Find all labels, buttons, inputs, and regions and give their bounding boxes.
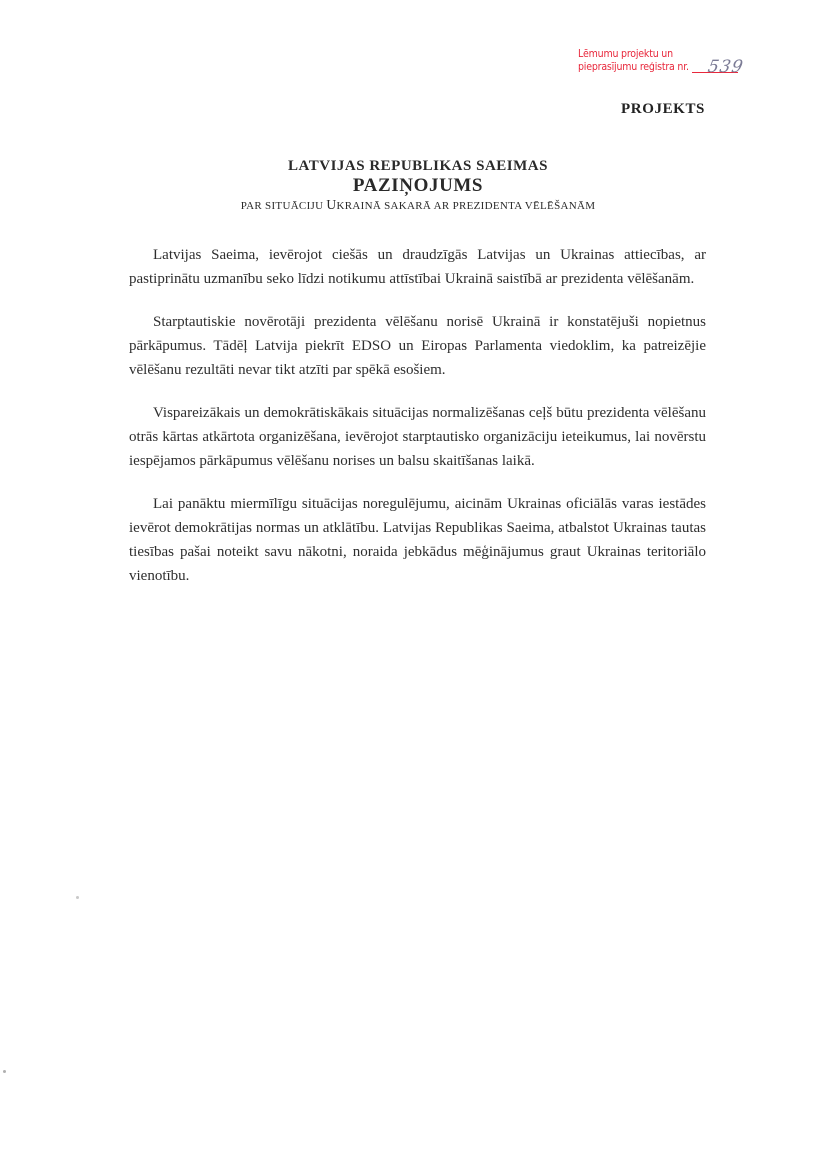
stamp-number-handwritten: 539 [705, 57, 745, 77]
stamp-line-2 [578, 57, 745, 77]
body-paragraph: Lai panāktu miermīlīgu situācijas noregulējumu, aicinām Ukrainas oficiālās varas iestādes ievērot demokrātijas normas un atklātību. Latvijas Republikas Saeima, atbalstot Ukrainas tautas tiesības pašai noteikt savu nākotni, noraida jebkādus mēģinājumus graut Ukrainas teritoriālo vienotību. [129, 496, 706, 584]
stamp-number-field [692, 57, 745, 77]
title-issuer: LATVIJAS REPUBLIKAS SAEIMAS [288, 158, 548, 174]
registry-stamp [578, 48, 745, 77]
body-paragraph: Latvijas Saeima, ievērojot ciešās un draudzīgās Latvijas un Ukrainas attiecības, ar pastiprinātu uzmanību seko līdzi notikumu attīstībai Ukrainā saistībā ar prezidenta vēlēšanām. [129, 247, 706, 287]
document-title [0, 157, 820, 213]
title-subject: PAR SITUĀCIJU UKRAINĀ SAKARĀ AR PREZIDENTA VĒLĒŠANĀM [240, 197, 596, 212]
title-document-type: PAZIŅOJUMS [352, 175, 484, 196]
body-paragraph: Starptautiskie novērotāji prezidenta vēlēšanu norisē Ukrainā ir konstatējuši nopietnus pārkāpumus. Tādēļ Latvija piekrīt EDSO un Eiropas Parlamenta viedoklim, ka patreizējie vēlēšanu rezultāti nevar tikt atzīti par spēkā esošiem. [129, 314, 706, 378]
body-paragraph: Vispareizākais un demokrātiskākais situācijas normalizēšanas ceļš būtu prezidenta vēlēšanu otrās kārtas atkārtota organizēšana, ievērojot starptautisko organizāciju ieteikumus, lai novērstu iespējamos pārkāpumus vēlēšanu norises un balsu skaitīšanas laikā. [129, 405, 706, 469]
stamp-line-1: Lēmumu projektu un [578, 48, 673, 60]
scan-speck [76, 896, 79, 899]
scan-speck [3, 1070, 6, 1073]
document-body [129, 243, 706, 607]
stamp-registry-label: pieprasījumu reģistra nr. [578, 61, 689, 73]
draft-status-label: PROJEKTS [621, 101, 705, 117]
